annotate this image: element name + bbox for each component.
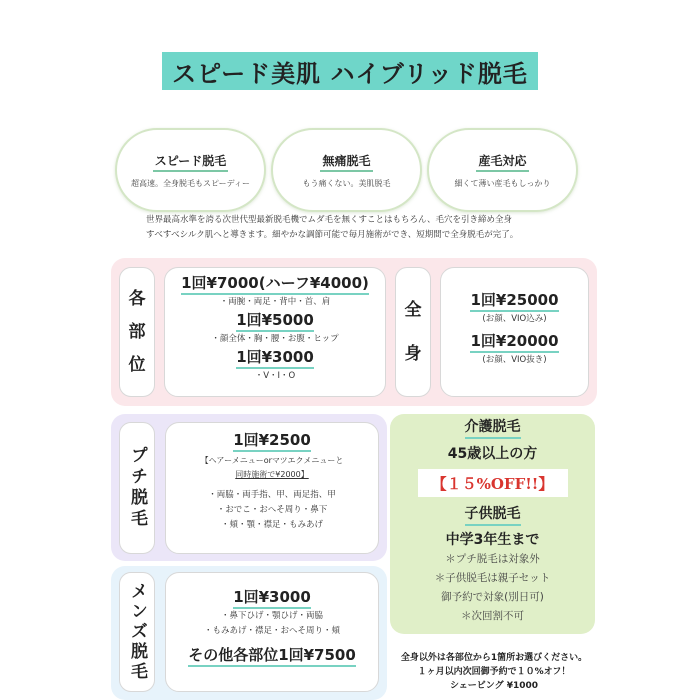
- feature-subtext: 超高速。全身脱毛もスピーディー: [130, 178, 251, 188]
- label-char: 全: [404, 300, 422, 320]
- whole-desc-1: (お顔、VIO込み): [482, 314, 547, 324]
- footer-line: １ヶ月以内次回御予約で１０%オフ！: [417, 667, 571, 677]
- whole-desc-2: (お顔、VIO抜き): [482, 355, 547, 365]
- footer-line: 全身以外は各部位から1箇所お選びください。: [400, 653, 588, 663]
- parts-pricing-box: [164, 267, 386, 397]
- parts-desc-3: ・V・I・O: [254, 371, 296, 381]
- mens-pricing-box: [165, 572, 379, 692]
- whole-price-2: 1回¥20000: [470, 332, 558, 353]
- care-heading: 介護脱毛: [465, 418, 521, 439]
- label-text: プチ脱毛: [127, 446, 147, 530]
- kids-heading: 子供脱毛: [465, 505, 521, 526]
- petit-note: 【ヘアーメニューorマツエクメニューと: [200, 456, 344, 465]
- kids-age: 中学3年生まで: [445, 532, 540, 548]
- label-char: 部: [128, 321, 146, 342]
- intro-line: すべすべシルク肌へと導きます。細やかな調節可能で毎月施術ができ、短期間で全身脱毛が完了。: [146, 230, 519, 240]
- mens-item: ・もみあげ・襟足・おへそ周り・頬: [203, 626, 340, 636]
- footer-line: シェービング ¥1000: [449, 681, 539, 691]
- feature-heading: スピード脱毛: [153, 152, 229, 172]
- intro-line: 世界最高水準を誇る次世代型最新脱毛機でムダ毛を無くすことはもちろん、毛穴を引き締め全身: [146, 215, 513, 225]
- parts-price-3: 1回¥3000: [236, 348, 314, 369]
- feature-subtext: もう痛くない。美肌脱毛: [302, 178, 391, 188]
- feature-heading: 無痛脱毛: [320, 152, 372, 172]
- parts-price-2: 1回¥5000: [236, 311, 314, 332]
- parts-desc-1: ・両腕・両足・背中・首、肩: [219, 297, 331, 307]
- care-age: 45歳以上の方: [447, 446, 538, 462]
- care-note: ＊子供脱毛は親子セット: [434, 572, 551, 584]
- parts-label: [119, 267, 155, 397]
- mens-price: 1回¥3000: [233, 588, 311, 609]
- whole-body-label: [395, 267, 431, 397]
- petit-price: 1回¥2500: [233, 431, 311, 452]
- parts-desc-2: ・顔全体・胸・腰・お腹・ヒップ: [211, 334, 339, 344]
- care-note: ＊次回割不可: [461, 610, 524, 622]
- mens-other-price: その他各部位1回¥7500: [188, 646, 356, 667]
- petit-item: ・両脇・両手指、甲、両足指、甲: [208, 490, 336, 500]
- petit-pricing-box: [165, 422, 379, 554]
- feature-painless: [271, 128, 422, 212]
- care-panel: [390, 414, 595, 634]
- label-char: 身: [404, 344, 422, 364]
- label-text: メンズ脱毛: [127, 582, 147, 682]
- feature-vellus: [427, 128, 578, 212]
- feature-speed: [115, 128, 266, 212]
- footer-notes: [386, 651, 602, 693]
- whole-price-1: 1回¥25000: [470, 291, 558, 312]
- petit-item: ・頬・顎・襟足・もみあげ: [220, 520, 323, 530]
- parts-price-1: 1回¥7000(ハーフ¥4000): [181, 274, 369, 295]
- mens-item: ・鼻下ひげ・顎ひげ・両脇: [220, 611, 323, 621]
- care-note: ＊プチ脱毛は対象外: [445, 553, 540, 565]
- feature-heading: 産毛対応: [476, 152, 528, 172]
- intro-text: [146, 213, 558, 243]
- whole-body-pricing-box: [440, 267, 589, 397]
- mens-label: [119, 572, 155, 692]
- care-note: 御予約で対象(別日可): [441, 591, 544, 603]
- label-char: 各: [128, 288, 146, 309]
- label-char: 位: [128, 354, 146, 375]
- feature-subtext: 細くて薄い産毛もしっかり: [454, 178, 551, 188]
- page-title: スピード美肌 ハイブリッド脱毛: [162, 52, 538, 90]
- petit-item: ・おでこ・おへそ周り・鼻下: [216, 505, 328, 515]
- petit-label: [119, 422, 155, 554]
- discount-badge: 【１５%OFF!!】: [418, 469, 568, 497]
- petit-note: 同時施術で¥2000】: [235, 470, 309, 479]
